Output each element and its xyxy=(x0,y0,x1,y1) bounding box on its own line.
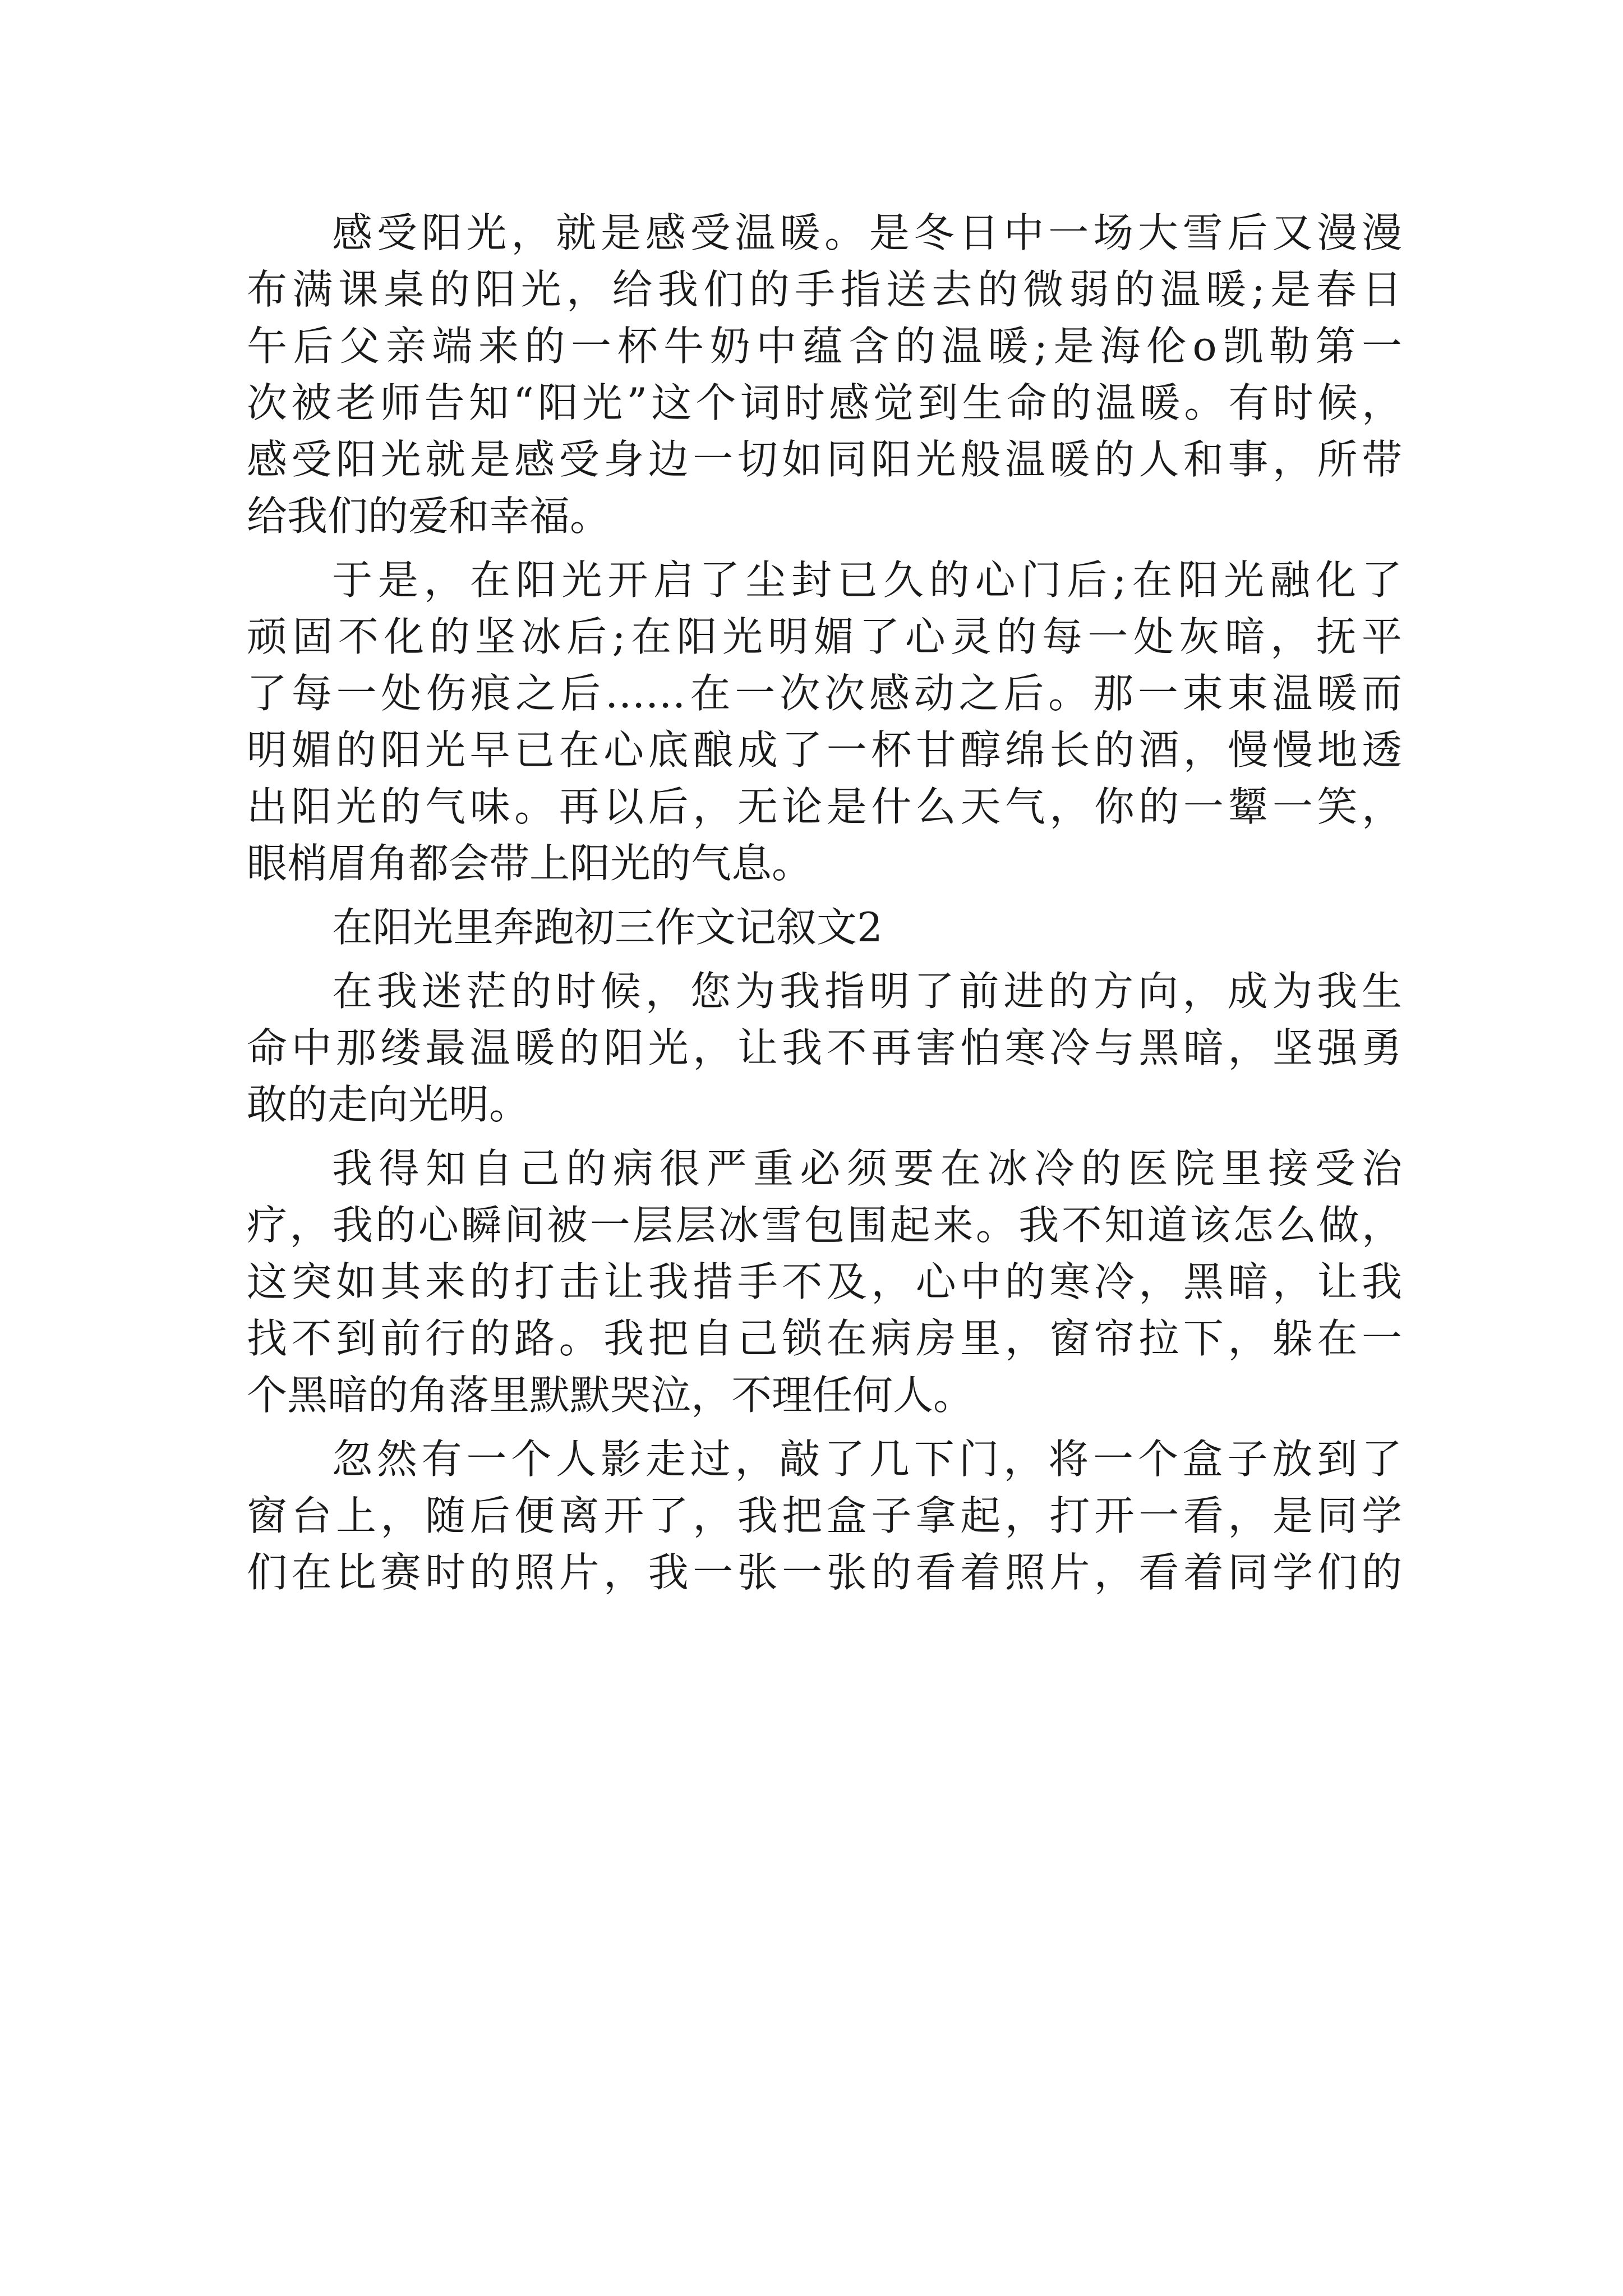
text-line: 敢的走向光明。 xyxy=(247,1081,530,1128)
text-line: 忽然有一个人影走过，敲了几下门，将一个盒子放到了 xyxy=(332,1435,1402,1483)
text-line: 这突如其来的打击让我措手不及，心中的寒冷，黑暗，让我 xyxy=(247,1258,1402,1305)
document-body xyxy=(247,205,1402,1601)
text-line: 顽固不化的坚冰后;在阳光明媚了心灵的每一处灰暗，抚平 xyxy=(247,613,1402,660)
text-line: 感受阳光就是感受身边一切如同阳光般温暖的人和事，所带 xyxy=(247,436,1402,483)
section-title: 在阳光里奔跑初三作文记叙文2 xyxy=(332,904,883,951)
text-line: 出阳光的气味。再以后，无论是什么天气，你的一颦一笑， xyxy=(247,783,1402,830)
text-line: 了每一处伤痕之后……在一次次感动之后。那一束束温暖而 xyxy=(247,670,1402,717)
text-line: 午后父亲端来的一杯牛奶中蕴含的温暖;是海伦o凯勒第一 xyxy=(247,323,1402,370)
text-line: 窗台上，随后便离开了，我把盒子拿起，打开一看，是同学 xyxy=(247,1492,1402,1539)
text-line: 于是，在阳光开启了尘封已久的心门后;在阳光融化了 xyxy=(332,556,1402,604)
text-line: 找不到前行的路。我把自己锁在病房里，窗帘拉下，躲在一 xyxy=(247,1315,1402,1362)
text-line: 明媚的阳光早已在心底酿成了一杯甘醇绵长的酒，慢慢地透 xyxy=(247,726,1402,774)
text-line: 个黑暗的角落里默默哭泣，不理任何人。 xyxy=(247,1372,974,1419)
text-line: 次被老师告知“阳光”这个词时感觉到生命的温暖。有时候， xyxy=(247,379,1402,426)
text-line: 给我们的爱和幸福。 xyxy=(247,493,611,540)
text-line: 我得知自己的病很严重必须要在冰冷的医院里接受治 xyxy=(332,1145,1402,1192)
text-line: 们在比赛时的照片，我一张一张的看着照片，看着同学们的 xyxy=(247,1549,1402,1596)
text-line: 命中那缕最温暖的阳光，让我不再害怕寒冷与黑暗，坚强勇 xyxy=(247,1024,1402,1071)
text-line: 疗，我的心瞬间被一层层冰雪包围起来。我不知道该怎么做， xyxy=(247,1202,1402,1249)
text-line: 布满课桌的阳光，给我们的手指送去的微弱的温暖;是春日 xyxy=(247,266,1402,313)
text-line: 感受阳光，就是感受温暖。是冬日中一场大雪后又漫漫 xyxy=(332,209,1402,256)
text-line: 眼梢眉角都会带上阳光的气息。 xyxy=(247,840,813,887)
text-line: 在我迷茫的时候，您为我指明了前进的方向，成为我生 xyxy=(332,968,1402,1015)
